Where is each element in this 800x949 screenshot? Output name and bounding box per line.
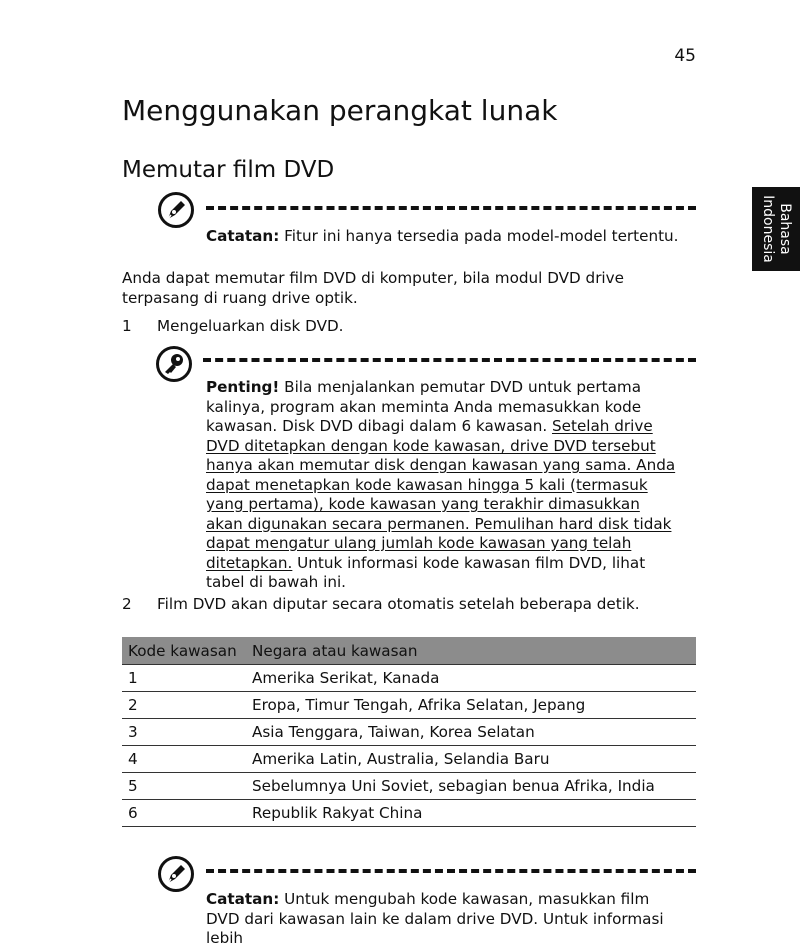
- page-number: 45: [674, 46, 696, 66]
- note-text: [206, 227, 696, 247]
- region-name-cell: Eropa, Timur Tengah, Afrika Selatan, Jepang: [246, 692, 696, 719]
- important-body: Bila menjalankan pemutar DVD untuk pertama kalinya, program akan meminta Anda memasukkan kode kawasan. Disk DVD dibagi dalam 6 kawasan.: [206, 378, 642, 435]
- important-body-end: Untuk informasi kode kawasan film DVD, lihat tabel di bawah ini.: [206, 553, 646, 591]
- important-text: [206, 378, 678, 593]
- section-title: Memutar film DVD: [122, 157, 335, 183]
- step-number: 1: [122, 317, 132, 335]
- table-row: [122, 800, 696, 827]
- column-header-code: Kode kawasan: [122, 637, 246, 665]
- region-code-cell: 6: [122, 800, 246, 827]
- region-name-cell: Asia Tenggara, Taiwan, Korea Selatan: [246, 719, 696, 746]
- important-underlined: Setelah drive DVD ditetapkan dengan kode kawasan, drive DVD tersebut hanya akan memutar disk dengan kawasan yang sama. Anda dapat menetapkan kode kawasan hingga 5 kali (termasuk yang pertama), kode kawasan yang terakhir dimasukkan akan digunakan secara permanen. Pemulihan hard disk tidak dapat mengatur ulang jumlah kode kawasan yang telah ditetapkan.: [206, 417, 676, 572]
- table-header-row: [122, 637, 696, 665]
- region-name-cell: Amerika Serikat, Kanada: [246, 665, 696, 692]
- table-row: [122, 773, 696, 800]
- column-header-region: Negara atau kawasan: [246, 637, 696, 665]
- step-text: Film DVD akan diputar secara otomatis setelah beberapa detik.: [157, 595, 640, 613]
- important-label: Penting!: [206, 378, 280, 396]
- note-body: Untuk mengubah kode kawasan, masukkan film DVD dari kawasan lain ke dalam drive DVD. Untuk informasi lebih: [206, 890, 664, 947]
- intro-paragraph: Anda dapat memutar film DVD di komputer, bila modul DVD drive terpasang di ruang drive optik.: [122, 269, 624, 307]
- table-row: [122, 746, 696, 773]
- region-name-cell: Amerika Latin, Australia, Selandia Baru: [246, 746, 696, 773]
- region-code-cell: 2: [122, 692, 246, 719]
- region-code-table: [122, 637, 696, 827]
- table-row: [122, 692, 696, 719]
- region-code-cell: 1: [122, 665, 246, 692]
- note-body: Fitur ini hanya tersedia pada model-model tertentu.: [279, 227, 679, 245]
- note-divider: [206, 206, 696, 210]
- note-divider: [206, 869, 696, 873]
- table-row: [122, 719, 696, 746]
- step-text: Mengeluarkan disk DVD.: [157, 317, 344, 335]
- key-important-icon: [155, 345, 193, 383]
- region-name-cell: Sebelumnya Uni Soviet, sebagian benua Afrika, India: [246, 773, 696, 800]
- language-side-tab: [752, 187, 800, 271]
- note-label: Catatan:: [206, 890, 280, 908]
- region-name-cell: Republik Rakyat China: [246, 800, 696, 827]
- step-number: 2: [122, 595, 132, 613]
- pen-note-icon: [157, 191, 195, 229]
- note-text: [206, 890, 676, 947]
- region-code-cell: 4: [122, 746, 246, 773]
- note-label: Catatan:: [206, 227, 280, 245]
- region-code-cell: 5: [122, 773, 246, 800]
- region-code-cell: 3: [122, 719, 246, 746]
- important-divider: [203, 358, 696, 362]
- pen-note-icon: [157, 855, 195, 893]
- side-tab-line1: Bahasa: [777, 203, 793, 255]
- page-title: Menggunakan perangkat lunak: [122, 94, 558, 127]
- table-row: [122, 665, 696, 692]
- side-tab-line2: Indonesia: [760, 195, 776, 263]
